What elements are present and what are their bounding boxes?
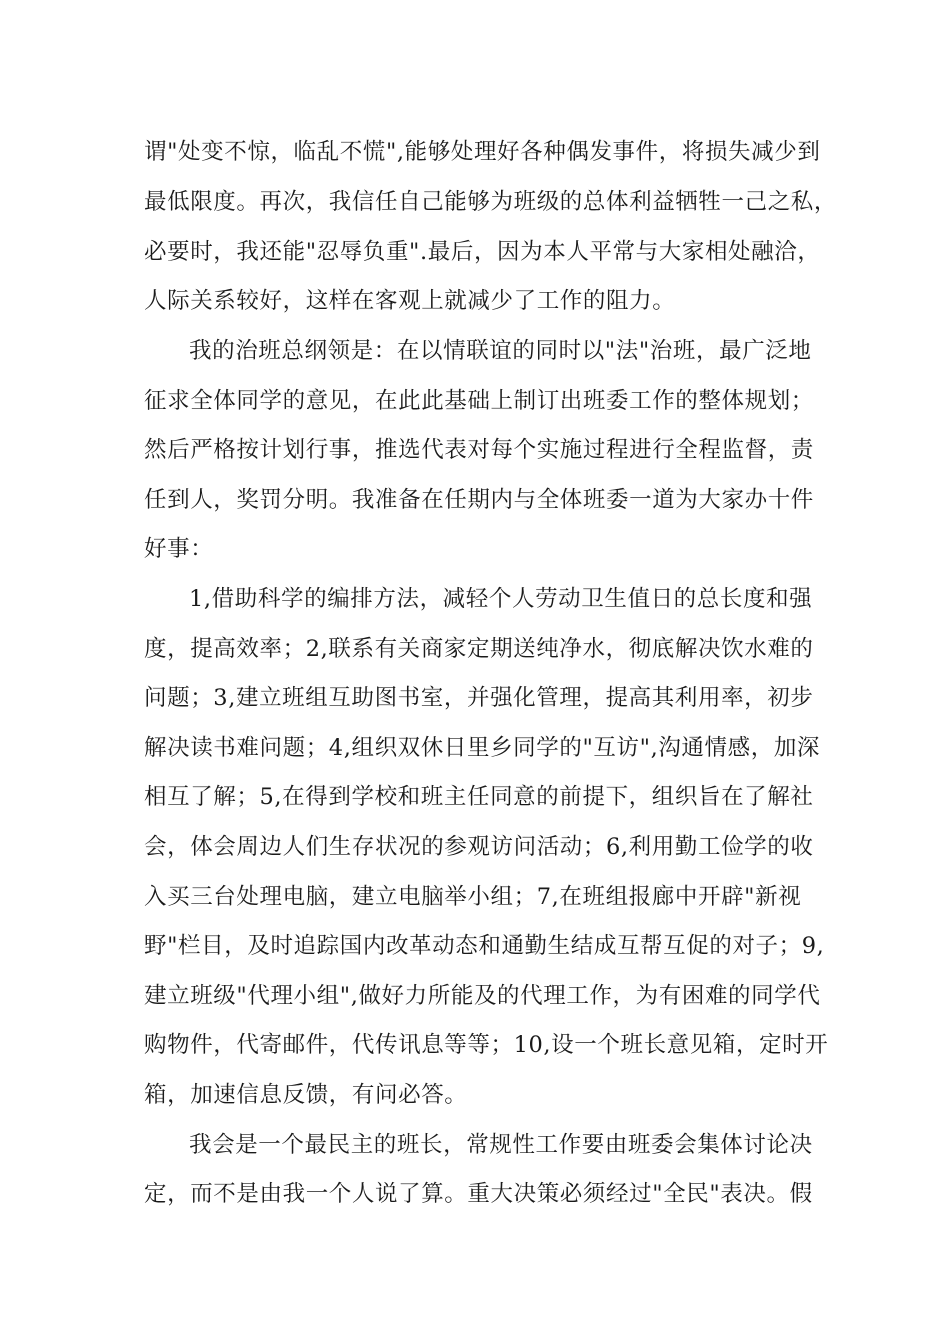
text-line: 会，体会周边人们生存状况的参观访问活动；6,利用勤工俭学的收 — [144, 834, 814, 860]
text-line: 谓"处变不惊，临乱不慌",能够处理好各种偶发事件，将损失减少到 — [144, 139, 821, 165]
paragraph-start-line: 我会是一个最民主的班长，常规性工作要由班委会集体讨论决 — [189, 1132, 813, 1158]
text-line: 购物件，代寄邮件，代传讯息等等；10,设一个班长意见箱，定时开 — [144, 1032, 829, 1058]
text-line: 相互了解；5,在得到学校和班主任同意的前提下，组织旨在了解社 — [144, 784, 814, 810]
paragraph-start-line: 我的治班总纲领是：在以情联谊的同时以"法"治班，最广泛地 — [189, 338, 812, 364]
text-line: 箱，加速信息反馈，有问必答。 — [144, 1082, 468, 1108]
text-line: 野"栏目，及时追踪国内改革动态和通勤生结成互帮互促的对子；9, — [144, 933, 825, 959]
text-line: 入买三台处理电脑，建立电脑举小组；7,在班组报廊中开辟"新视 — [144, 884, 802, 910]
text-line: 人际关系较好，这样在客观上就减少了工作的阻力。 — [144, 288, 676, 314]
text-line: 好事： — [144, 536, 214, 562]
text-line: 征求全体同学的意见，在此此基础上制订出班委工作的整体规划； — [144, 388, 814, 414]
text-line: 度，提高效率；2,联系有关商家定期送纯净水，彻底解决饮水难的 — [144, 636, 814, 662]
text-line: 最低限度。再次，我信任自己能够为班级的总体利益牺牲一己之私， — [144, 189, 838, 215]
text-line: 建立班级"代理小组",做好力所能及的代理工作，为有困难的同学代 — [144, 983, 821, 1009]
text-line: 任到人，奖罚分明。我准备在任期内与全体班委一道为大家办十件 — [144, 487, 814, 513]
text-line: 必要时，我还能"忍辱负重".最后，因为本人平常与大家相处融洽， — [144, 239, 821, 265]
text-line: 解决读书难问题；4,组织双休日里乡同学的"互访",沟通情感，加深 — [144, 735, 821, 761]
text-line: 问题；3,建立班组互助图书室，并强化管理，提高其利用率，初步 — [144, 685, 814, 711]
paragraph-start-line: 1,借助科学的编排方法，减轻个人劳动卫生值日的总长度和强 — [189, 586, 813, 612]
text-line: 定，而不是由我一个人说了算。重大决策必须经过"全民"表决。假 — [144, 1181, 813, 1207]
text-line: 然后严格按计划行事，推选代表对每个实施过程进行全程监督，责 — [144, 437, 814, 463]
